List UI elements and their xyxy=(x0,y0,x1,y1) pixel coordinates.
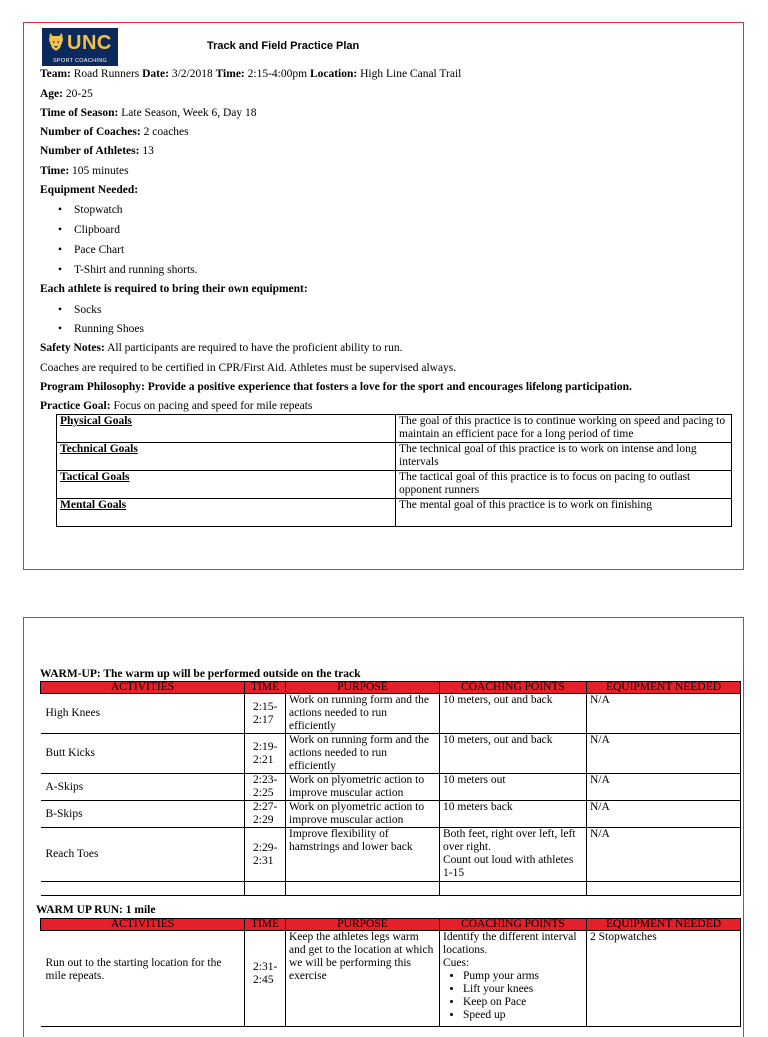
table-row xyxy=(41,694,741,734)
table-row xyxy=(41,882,741,896)
column-header: ACTIVITIES xyxy=(41,682,245,694)
document-title: Track and Field Practice Plan xyxy=(207,40,360,52)
column-header: TIME xyxy=(245,682,286,694)
page-1: UNC SPORT COACHING Track and Field Practice Plan Team: Road Runners Date: 3/2/2018 Time: 2:15-4:00pm Location: High Line Canal Trail Age: 20-25 Time of Season: Late Season, Week 6, Day 18 Number of Coaches: 2 coaches Number of Athletes: 13 Time: 105 minutes Equipment Needed: • Stopwatch • Clipboard • Pace Chart • T-Shirt and running shorts. Each athlete is required to bring their own equipment: • Socks • Running Shoes Safety Notes: All participants are required to have the proficient ability to run. Coaches are required to be certified in CPR/First Aid. Athletes must be supervised always. Program Philosophy: Provide a positive experience that fosters a love for the sport and encourages lifelong participation. Practice Goal: Focus on pacing and speed for mile repeats Physical Goals The goal of this practice is to continue working on speed and pacing to maintain an efficient pace for a long period of time Technical Goals The technical goal of this practice is to work on intense and long intervals Tactical Goals The tactical goal of this practice is to focus on pacing to outlast opponent runners Mental Goals The mental goal of this practice is to work on finishing xyxy=(23,22,744,570)
purpose-cell: Improve flexibility of hamstrings and lower back xyxy=(286,828,440,882)
warmup-run-heading: WARM UP RUN: 1 mile xyxy=(36,904,156,916)
duration-line: Time: 105 minutes xyxy=(40,165,129,177)
activity-cell: Butt Kicks xyxy=(41,734,245,774)
time-cell: 2:15-2:17 xyxy=(245,694,286,734)
column-header: COACHING POINTS xyxy=(440,919,587,931)
logo-text: UNC xyxy=(67,32,112,54)
column-header: PURPOSE xyxy=(286,682,440,694)
goal-description: The goal of this practice is to continue working on speed and pacing to maintain an efficient pace for a long period of time xyxy=(396,415,732,443)
purpose-cell: Work on plyometric action to improve muscular action xyxy=(286,801,440,828)
equipment-cell: N/A xyxy=(587,734,741,774)
time-cell: 2:19-2:21 xyxy=(245,734,286,774)
equipment-cell: N/A xyxy=(587,801,741,828)
activity-cell: A-Skips xyxy=(41,774,245,801)
table-header-row xyxy=(41,682,741,694)
equipment-cell: N/A xyxy=(587,828,741,882)
athlete-equipment-heading: Each athlete is required to bring their own equipment: xyxy=(40,283,308,295)
bear-head-icon xyxy=(48,32,64,52)
coaching-text: Identify the different interval locations. xyxy=(443,931,577,956)
equipment-cell: N/A xyxy=(587,774,741,801)
list-item: • Lift your knees xyxy=(463,983,583,996)
column-header: TIME xyxy=(245,919,286,931)
column-header: EQUIPMENT NEEDED xyxy=(587,919,741,931)
program-philosophy: Program Philosophy: Provide a positive experience that fosters a love for the sport and encourages lifelong participation. xyxy=(40,381,632,393)
goals-table xyxy=(56,414,732,527)
warmup-run-table xyxy=(40,918,741,1027)
table-row xyxy=(57,415,732,443)
coaching-cell: 10 meters, out and back xyxy=(440,734,587,774)
coaching-text: Both feet, right over left, left over right. xyxy=(443,828,576,853)
purpose-cell: Work on plyometric action to improve muscular action xyxy=(286,774,440,801)
table-row xyxy=(41,774,741,801)
goal-name: Technical Goals xyxy=(57,443,396,471)
equipment-cell: N/A xyxy=(587,694,741,734)
equipment-cell: 2 Stopwatches xyxy=(587,931,741,1027)
purpose-cell: Work on running form and the actions needed to run efficiently xyxy=(286,734,440,774)
list-item: • Speed up xyxy=(463,1009,583,1022)
goal-description: The mental goal of this practice is to work on finishing xyxy=(396,499,732,527)
safety-notes-2: Coaches are required to be certified in CPR/First Aid. Athletes must be supervised always. xyxy=(40,362,457,374)
athletes-line: Number of Athletes: 13 xyxy=(40,145,154,157)
purpose-cell: Work on running form and the actions needed to run efficiently xyxy=(286,694,440,734)
goal-description: The technical goal of this practice is to work on intense and long intervals xyxy=(396,443,732,471)
table-row xyxy=(41,734,741,774)
list-item: • Keep on Pace xyxy=(463,996,583,1009)
table-row xyxy=(41,931,741,1027)
table-row xyxy=(57,443,732,471)
season-line: Time of Season: Late Season, Week 6, Day 18 xyxy=(40,107,257,119)
warmup-heading: WARM-UP: The warm up will be performed outside on the track xyxy=(40,668,361,680)
goal-name: Tactical Goals xyxy=(57,471,396,499)
cues-label: Cues: xyxy=(443,957,470,969)
unc-logo xyxy=(42,28,118,66)
goal-name: Physical Goals xyxy=(57,415,396,443)
coaching-cell: 10 meters out xyxy=(440,774,587,801)
purpose-cell: Keep the athletes legs warm and get to the location at which we will be performing this exercise xyxy=(286,931,440,1027)
practice-goal: Practice Goal: Focus on pacing and speed for mile repeats xyxy=(40,400,313,412)
goal-name: Mental Goals xyxy=(57,499,396,527)
equipment-heading: Equipment Needed: xyxy=(40,184,139,196)
table-row xyxy=(57,471,732,499)
column-header: PURPOSE xyxy=(286,919,440,931)
table-header-row xyxy=(41,919,741,931)
table-row xyxy=(57,499,732,527)
table-row xyxy=(41,828,741,882)
safety-notes: Safety Notes: All participants are required to have the proficient ability to run. xyxy=(40,342,403,354)
team-line: Team: Road Runners Date: 3/2/2018 Time: 2:15-4:00pm Location: High Line Canal Trail xyxy=(40,68,462,80)
coaching-cell xyxy=(440,828,587,882)
column-header: ACTIVITIES xyxy=(41,919,245,931)
coaching-text-2: Count out loud with athletes 1-15 xyxy=(443,854,574,879)
activity-cell: Reach Toes xyxy=(41,828,245,882)
cues-list xyxy=(443,970,583,1022)
table-row xyxy=(41,801,741,828)
list-item: • Pump your arms xyxy=(463,970,583,983)
time-cell: 2:31-2:45 xyxy=(245,931,286,1027)
activity-cell: B-Skips xyxy=(41,801,245,828)
coaches-line: Number of Coaches: 2 coaches xyxy=(40,126,189,138)
column-header: COACHING POINTS xyxy=(440,682,587,694)
time-cell: 2:23-2:25 xyxy=(245,774,286,801)
column-header: EQUIPMENT NEEDED xyxy=(587,682,741,694)
coaching-cell xyxy=(440,931,587,1027)
coaching-cell: 10 meters, out and back xyxy=(440,694,587,734)
warmup-table xyxy=(40,681,741,896)
coaching-cell: 10 meters back xyxy=(440,801,587,828)
time-cell: 2:29-2:31 xyxy=(245,828,286,882)
goal-description: The tactical goal of this practice is to focus on pacing to outlast opponent runners xyxy=(396,471,732,499)
page-2 xyxy=(23,617,744,1037)
logo-subtitle: SPORT COACHING xyxy=(52,58,108,64)
activity-cell: Run out to the starting location for the mile repeats. xyxy=(41,931,245,1027)
time-cell: 2:27-2:29 xyxy=(245,801,286,828)
activity-cell: High Knees xyxy=(41,694,245,734)
age-line: Age: 20-25 xyxy=(40,88,93,100)
